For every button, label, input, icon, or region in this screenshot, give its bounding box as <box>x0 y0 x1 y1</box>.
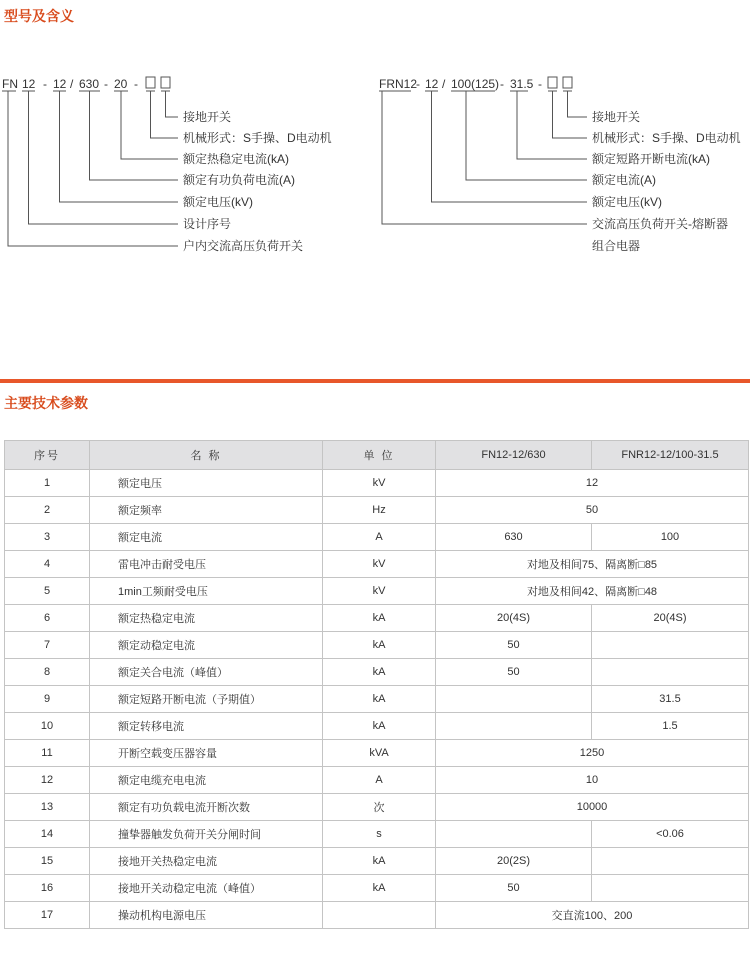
meaning-label: 机械形式：S手操、D电动机 <box>183 131 332 145</box>
code-part: - <box>416 77 420 91</box>
table-row <box>5 659 749 686</box>
spec-table <box>4 440 749 929</box>
row-value: 对地及相间42、隔离断□48 <box>436 578 749 605</box>
row-unit: Hz <box>323 497 436 524</box>
table-row <box>5 524 749 551</box>
code-part: 630 <box>79 77 100 91</box>
row-name: 额定电缆充电电流 <box>90 767 323 794</box>
meaning-label: 接地开关 <box>592 110 641 124</box>
code-box <box>146 77 155 88</box>
row-name: 撞挚器触发负荷开关分闸时间 <box>90 821 323 848</box>
table-row <box>5 713 749 740</box>
row-no: 10 <box>5 713 90 740</box>
row-name: 额定动稳定电流 <box>90 632 323 659</box>
meaning-label: 交流高压负荷开关-熔断器 <box>592 217 728 231</box>
row-value-fn12: 50 <box>436 632 592 659</box>
table-row <box>5 848 749 875</box>
row-no: 3 <box>5 524 90 551</box>
row-unit: kA <box>323 848 436 875</box>
code-part: 12 <box>425 77 439 91</box>
row-no: 2 <box>5 497 90 524</box>
row-name: 额定转移电流 <box>90 713 323 740</box>
meaning-label: 额定电流(A) <box>592 173 656 187</box>
code-part: - <box>134 77 138 91</box>
table-row <box>5 740 749 767</box>
table-header-row <box>5 441 749 470</box>
row-name: 额定热稳定电流 <box>90 605 323 632</box>
code-part: 12 <box>22 77 36 91</box>
row-name: 操动机构电源电压 <box>90 902 323 929</box>
table-row <box>5 767 749 794</box>
code-part: / <box>70 77 74 91</box>
meaning-label: 接地开关 <box>183 110 232 124</box>
table-row <box>5 821 749 848</box>
table-row <box>5 875 749 902</box>
code-box <box>161 77 170 88</box>
row-no: 5 <box>5 578 90 605</box>
row-no: 6 <box>5 605 90 632</box>
meaning-label: 组合电器 <box>592 239 641 253</box>
code-part: / <box>442 77 446 91</box>
row-value-fnr12: 31.5 <box>592 686 749 713</box>
row-value: 10 <box>436 767 749 794</box>
row-value-fnr12: <0.06 <box>592 821 749 848</box>
row-value-fnr12: 100 <box>592 524 749 551</box>
row-unit: kA <box>323 632 436 659</box>
column-header-fn12: FN12-12/630 <box>436 441 592 470</box>
row-unit: kV <box>323 470 436 497</box>
row-no: 4 <box>5 551 90 578</box>
section-divider <box>0 379 750 383</box>
table-row <box>5 470 749 497</box>
code-part: 31.5 <box>510 77 534 91</box>
row-value-fnr12 <box>592 875 749 902</box>
row-no: 16 <box>5 875 90 902</box>
row-value-fn12: 20(4S) <box>436 605 592 632</box>
row-unit: kA <box>323 605 436 632</box>
table-row <box>5 902 749 929</box>
section-title-model: 型号及含义 <box>4 8 74 24</box>
row-value-fnr12 <box>592 659 749 686</box>
row-unit: kA <box>323 659 436 686</box>
meaning-label: 机械形式：S手操、D电动机 <box>592 131 741 145</box>
row-name: 额定电压 <box>90 470 323 497</box>
row-no: 11 <box>5 740 90 767</box>
column-header-no: 序号 <box>5 441 90 470</box>
row-name: 额定有功负载电流开断次数 <box>90 794 323 821</box>
model-code-diagram-frn12 <box>375 70 750 270</box>
row-name: 额定频率 <box>90 497 323 524</box>
meaning-label: 额定有功负荷电流(A) <box>183 173 295 187</box>
column-header-name: 名 称 <box>90 441 323 470</box>
row-value: 交直流100、200 <box>436 902 749 929</box>
row-value-fnr12 <box>592 632 749 659</box>
code-part: 100(125) <box>451 77 500 91</box>
row-value-fnr12 <box>592 848 749 875</box>
row-no: 7 <box>5 632 90 659</box>
row-value: 12 <box>436 470 749 497</box>
table-row <box>5 551 749 578</box>
meaning-label: 户内交流高压负荷开关 <box>183 239 304 253</box>
row-name: 雷电冲击耐受电压 <box>90 551 323 578</box>
row-name: 接地开关热稳定电流 <box>90 848 323 875</box>
row-unit: A <box>323 767 436 794</box>
meaning-label: 额定短路开断电流(kA) <box>592 152 710 166</box>
row-no: 14 <box>5 821 90 848</box>
row-value-fn12 <box>436 821 592 848</box>
row-unit: 次 <box>323 794 436 821</box>
row-unit: kA <box>323 713 436 740</box>
row-value-fnr12: 1.5 <box>592 713 749 740</box>
row-name: 额定短路开断电流（予期值） <box>90 686 323 713</box>
section-title-specs: 主要技术参数 <box>4 395 88 411</box>
table-row <box>5 632 749 659</box>
code-box <box>563 77 572 88</box>
row-no: 8 <box>5 659 90 686</box>
row-unit: kV <box>323 551 436 578</box>
row-value: 10000 <box>436 794 749 821</box>
meaning-label: 额定热稳定电流(kA) <box>183 152 289 166</box>
column-header-fnr12: FNR12-12/100-31.5 <box>592 441 749 470</box>
row-no: 17 <box>5 902 90 929</box>
table-row <box>5 497 749 524</box>
code-part: FRN12 <box>379 77 418 91</box>
row-unit: A <box>323 524 436 551</box>
row-name: 额定电流 <box>90 524 323 551</box>
row-value-fn12 <box>436 713 592 740</box>
row-value: 1250 <box>436 740 749 767</box>
table-row <box>5 794 749 821</box>
row-no: 15 <box>5 848 90 875</box>
row-value-fn12: 50 <box>436 875 592 902</box>
code-part: 12 <box>53 77 67 91</box>
row-unit: kA <box>323 686 436 713</box>
row-unit <box>323 902 436 929</box>
code-part: - <box>43 77 47 91</box>
row-value-fnr12: 20(4S) <box>592 605 749 632</box>
code-part: - <box>538 77 542 91</box>
row-no: 12 <box>5 767 90 794</box>
row-value: 对地及相间75、隔离断□85 <box>436 551 749 578</box>
column-header-unit: 单 位 <box>323 441 436 470</box>
code-box <box>548 77 557 88</box>
row-no: 1 <box>5 470 90 497</box>
row-unit: kVA <box>323 740 436 767</box>
row-name: 接地开关动稳定电流（峰值） <box>90 875 323 902</box>
row-value-fn12: 20(2S) <box>436 848 592 875</box>
table-row <box>5 686 749 713</box>
row-no: 9 <box>5 686 90 713</box>
table-row <box>5 605 749 632</box>
code-part: - <box>104 77 108 91</box>
row-value: 50 <box>436 497 749 524</box>
row-name: 开断空载变压器容量 <box>90 740 323 767</box>
row-no: 13 <box>5 794 90 821</box>
code-part: 20 <box>114 77 128 91</box>
row-name: 1min工频耐受电压 <box>90 578 323 605</box>
meaning-label: 额定电压(kV) <box>183 195 253 209</box>
row-unit: s <box>323 821 436 848</box>
meaning-label: 额定电压(kV) <box>592 195 662 209</box>
row-value-fn12: 630 <box>436 524 592 551</box>
code-part: FN <box>2 77 18 91</box>
table-row <box>5 578 749 605</box>
model-code-diagram-fn12 <box>0 70 360 270</box>
row-value-fn12: 50 <box>436 659 592 686</box>
meaning-label: 设计序号 <box>183 217 232 231</box>
row-unit: kA <box>323 875 436 902</box>
code-part: - <box>500 77 504 91</box>
row-unit: kV <box>323 578 436 605</box>
row-value-fn12 <box>436 686 592 713</box>
row-name: 额定关合电流（峰值） <box>90 659 323 686</box>
